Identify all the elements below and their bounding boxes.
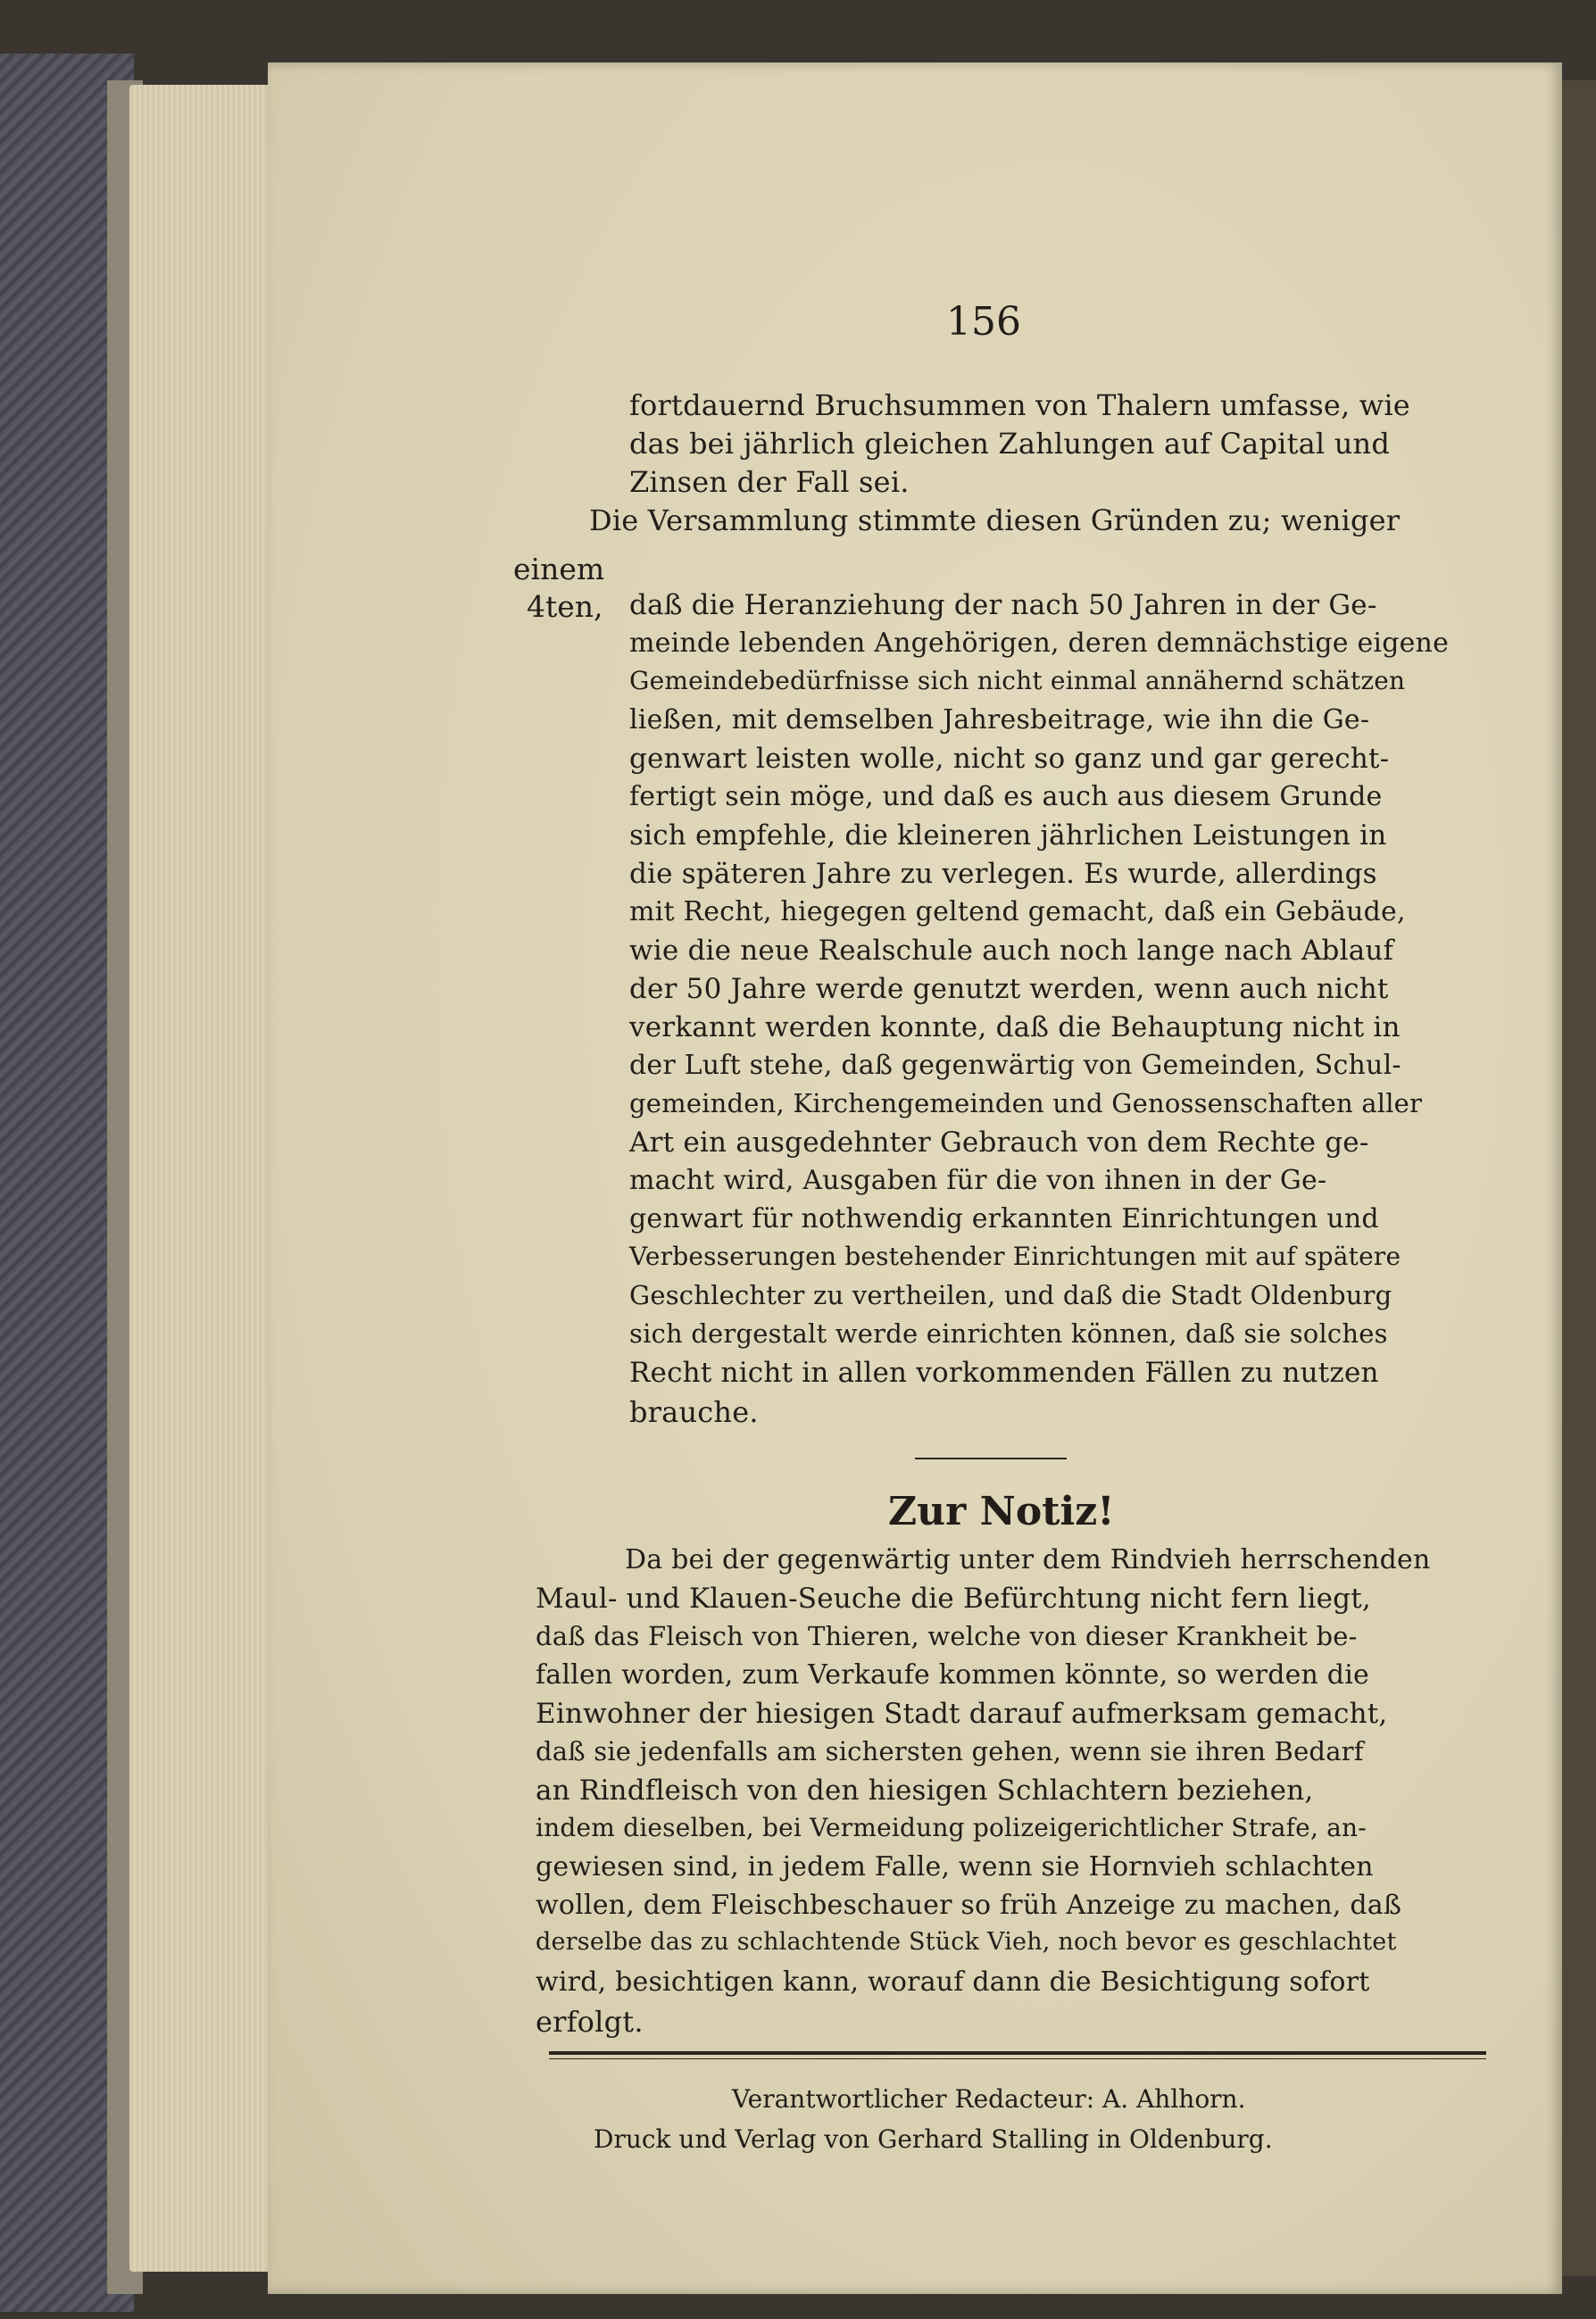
text-line: macht wird, Ausgaben für die von ihnen in der Ge- xyxy=(629,1165,1327,1196)
text-line: sich dergestalt werde einrichten können, daß sie solches xyxy=(629,1318,1388,1349)
text-line: gewiesen sind, in jedem Falle, wenn sie Hornvieh schlachten xyxy=(536,1851,1374,1883)
margin-note-2: 4ten, xyxy=(527,589,603,624)
page-number: 156 xyxy=(946,299,1021,345)
text-line: Verbesserungen bestehender Einrichtungen mit auf spätere xyxy=(629,1242,1401,1271)
margin-note-1: einem xyxy=(513,552,605,586)
text-line: indem dieselben, bei Vermeidung polizeigerichtlicher Strafe, an- xyxy=(536,1813,1367,1842)
text-line: Da bei der gegenwärtig unter dem Rindvieh herrschenden xyxy=(625,1544,1431,1575)
text-line: der Luft stehe, daß gegenwärtig von Gemeinden, Schul- xyxy=(629,1050,1401,1081)
text-line: wollen, dem Fleischbeschauer so früh Anzeige zu machen, daß xyxy=(536,1890,1402,1921)
text-line: wird, besichtigen kann, worauf dann die Besichtigung sofort xyxy=(536,1966,1370,1998)
text-line: das bei jährlich gleichen Zahlungen auf Capital und xyxy=(629,427,1391,461)
text-line: daß die Heranziehung der nach 50 Jahren in der Ge- xyxy=(629,589,1377,621)
text-line: daß das Fleisch von Thieren, welche von dieser Krankheit be- xyxy=(536,1621,1358,1651)
text-line: meinde lebenden Angehörigen, deren demnächstige eigene xyxy=(629,628,1450,659)
text-line: Recht nicht in allen vorkommenden Fällen zu nutzen xyxy=(629,1357,1379,1389)
text-line: die späteren Jahre zu verlegen. Es wurde, allerdings xyxy=(629,858,1377,890)
text-line: Zinsen der Fall sei. xyxy=(629,465,910,499)
text-line: fortdauernd Bruchsummen von Thalern umfasse, wie xyxy=(629,388,1410,422)
text-line: mit Recht, hiegegen geltend gemacht, daß ein Gebäude, xyxy=(629,896,1406,927)
section-divider xyxy=(915,1458,1067,1459)
text-line: brauche. xyxy=(629,1395,759,1429)
text-line: wie die neue Realschule auch noch lange nach Ablauf xyxy=(629,935,1394,967)
text-line: ließen, mit demselben Jahresbeitrage, wie ihn die Ge- xyxy=(629,704,1370,736)
text-line: verkannt werden konnte, daß die Behauptung nicht in xyxy=(629,1011,1401,1043)
text-line: derselbe das zu schlachtende Stück Vieh, noch bevor es geschlachtet xyxy=(536,1928,1397,1956)
page-stack-edge xyxy=(129,85,290,2272)
notice-heading: Zur Notiz! xyxy=(888,1489,1115,1534)
text-line: Einwohner der hiesigen Stadt darauf aufmerksam gemacht, xyxy=(536,1698,1388,1730)
text-line: Geschlechter zu vertheilen, und daß die Stadt Oldenburg xyxy=(629,1280,1392,1310)
text-line: Art ein ausgedehnter Gebrauch von dem Rechte ge- xyxy=(629,1126,1369,1159)
text-line: Gemeindebedürfnisse sich nicht einmal annähernd schätzen xyxy=(629,666,1406,695)
text-line: Maul- und Klauen-Seuche die Befürchtung nicht fern liegt, xyxy=(536,1583,1371,1615)
text-line: an Rindfleisch von den hiesigen Schlachtern beziehen, xyxy=(536,1775,1314,1807)
text-line: genwart leisten wolle, nicht so ganz und gar gerecht- xyxy=(629,743,1390,775)
text-line: der 50 Jahre werde genutzt werden, wenn auch nicht xyxy=(629,973,1389,1005)
text-line: sich empfehle, die kleineren jährlichen Leistungen in xyxy=(629,819,1387,852)
footer-editor: Verantwortlicher Redacteur: A. Ahlhorn. xyxy=(732,2084,1246,2114)
text-line: fallen worden, zum Verkaufe kommen könnte, so werden die xyxy=(536,1659,1369,1691)
text-line: Die Versammlung stimmte diesen Gründen zu; weniger xyxy=(589,503,1401,537)
footer-rule-thin xyxy=(549,2058,1486,2059)
text-line: gemeinden, Kirchengemeinden und Genossenschaften aller xyxy=(629,1088,1423,1118)
footer-rule-thick xyxy=(549,2051,1486,2055)
footer-publisher: Druck und Verlag von Gerhard Stalling in Oldenburg. xyxy=(594,2124,1273,2154)
facing-page-edge xyxy=(1558,80,1596,2276)
text-line: daß sie jedenfalls am sichersten gehen, wenn sie ihren Bedarf xyxy=(536,1736,1364,1766)
text-line: erfolgt. xyxy=(536,2005,644,2039)
text-line: genwart für nothwendig erkannten Einrichtungen und xyxy=(629,1203,1379,1234)
book-page xyxy=(268,62,1562,2294)
text-line: fertigt sein möge, und daß es auch aus diesem Grunde xyxy=(629,781,1383,812)
